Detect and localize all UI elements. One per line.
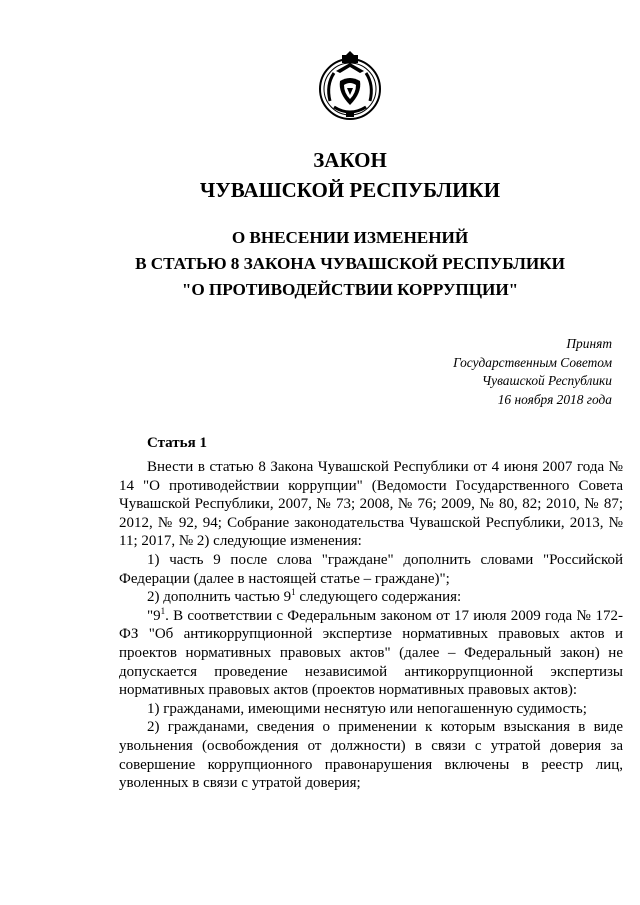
article-title: Статья 1: [147, 435, 207, 451]
paragraph: Внести в статью 8 Закона Чувашской Республики от 4 июня 2007 года № 14 "О противодействии коррупции" (Ведомости Государственного Совета Чувашской Республики, 2007, № 73; 2008, № 76; 2009, № 80, 82; 2010, № 87; 2012, № 92, 94; Собрание законодательства Чувашской Республики, 2013, № 11; 2017, № 2) следующие изменения:: [119, 459, 623, 550]
paragraph-text: "9: [147, 607, 161, 624]
law-heading-line-1: О ВНЕСЕНИИ ИЗМЕНЕНИЙ: [231, 228, 469, 247]
paragraph: 2) гражданами, сведения о применении к которым взыскания в виде увольнения (освобождения от должности) в связи с утратой доверия за совершение коррупционного правонарушения включены в реестр лиц, уволенных в связи с утратой доверия;: [119, 719, 623, 792]
paragraph-text: . В соответствии с Федеральным законом от 17 июля 2009 года № 172-ФЗ "Об антикоррупционной экспертизе нормативных правовых актов и проектов нормативных правовых актов" (далее – Федеральный закон) не допускается проведение независимой антикоррупционной экспертизы нормативных правовых актов (проектов нормативных правовых актов):: [119, 607, 623, 699]
law-heading-line-2: В СТАТЬЮ 8 ЗАКОНА ЧУВАШСКОЙ РЕСПУБЛИКИ: [135, 254, 565, 273]
law-heading-line-3: "О ПРОТИВОДЕЙСТВИИ КОРРУПЦИИ": [181, 280, 519, 299]
paragraph: [119, 588, 623, 607]
chuvash-coat-of-arms-emblem: [316, 51, 384, 123]
adoption-line: Чувашской Республики: [481, 373, 612, 388]
paragraph: 1) часть 9 после слова "граждане" дополнить словами "Российской Федерации (далее в настоящей статье – граждане)";: [119, 551, 623, 587]
adoption-line: Принят: [566, 336, 612, 351]
law-subtitle-republic: ЧУВАШСКОЙ РЕСПУБЛИКИ: [199, 178, 501, 202]
article-body: [119, 458, 623, 793]
paragraph-text: следующего содержания:: [295, 589, 462, 606]
superscript: 1: [160, 605, 166, 616]
paragraph: 1) гражданами, имеющими неснятую или непогашенную судимость;: [147, 700, 587, 717]
adoption-line: Государственным Советом: [453, 354, 612, 370]
paragraph: [119, 607, 623, 700]
adoption-date: 16 ноября 2018 года: [497, 391, 612, 407]
superscript: 1: [291, 587, 296, 598]
law-title: ЗАКОН: [313, 148, 387, 172]
paragraph-text: 2) дополнить частью 9: [147, 589, 292, 606]
adoption-note: [453, 335, 612, 409]
